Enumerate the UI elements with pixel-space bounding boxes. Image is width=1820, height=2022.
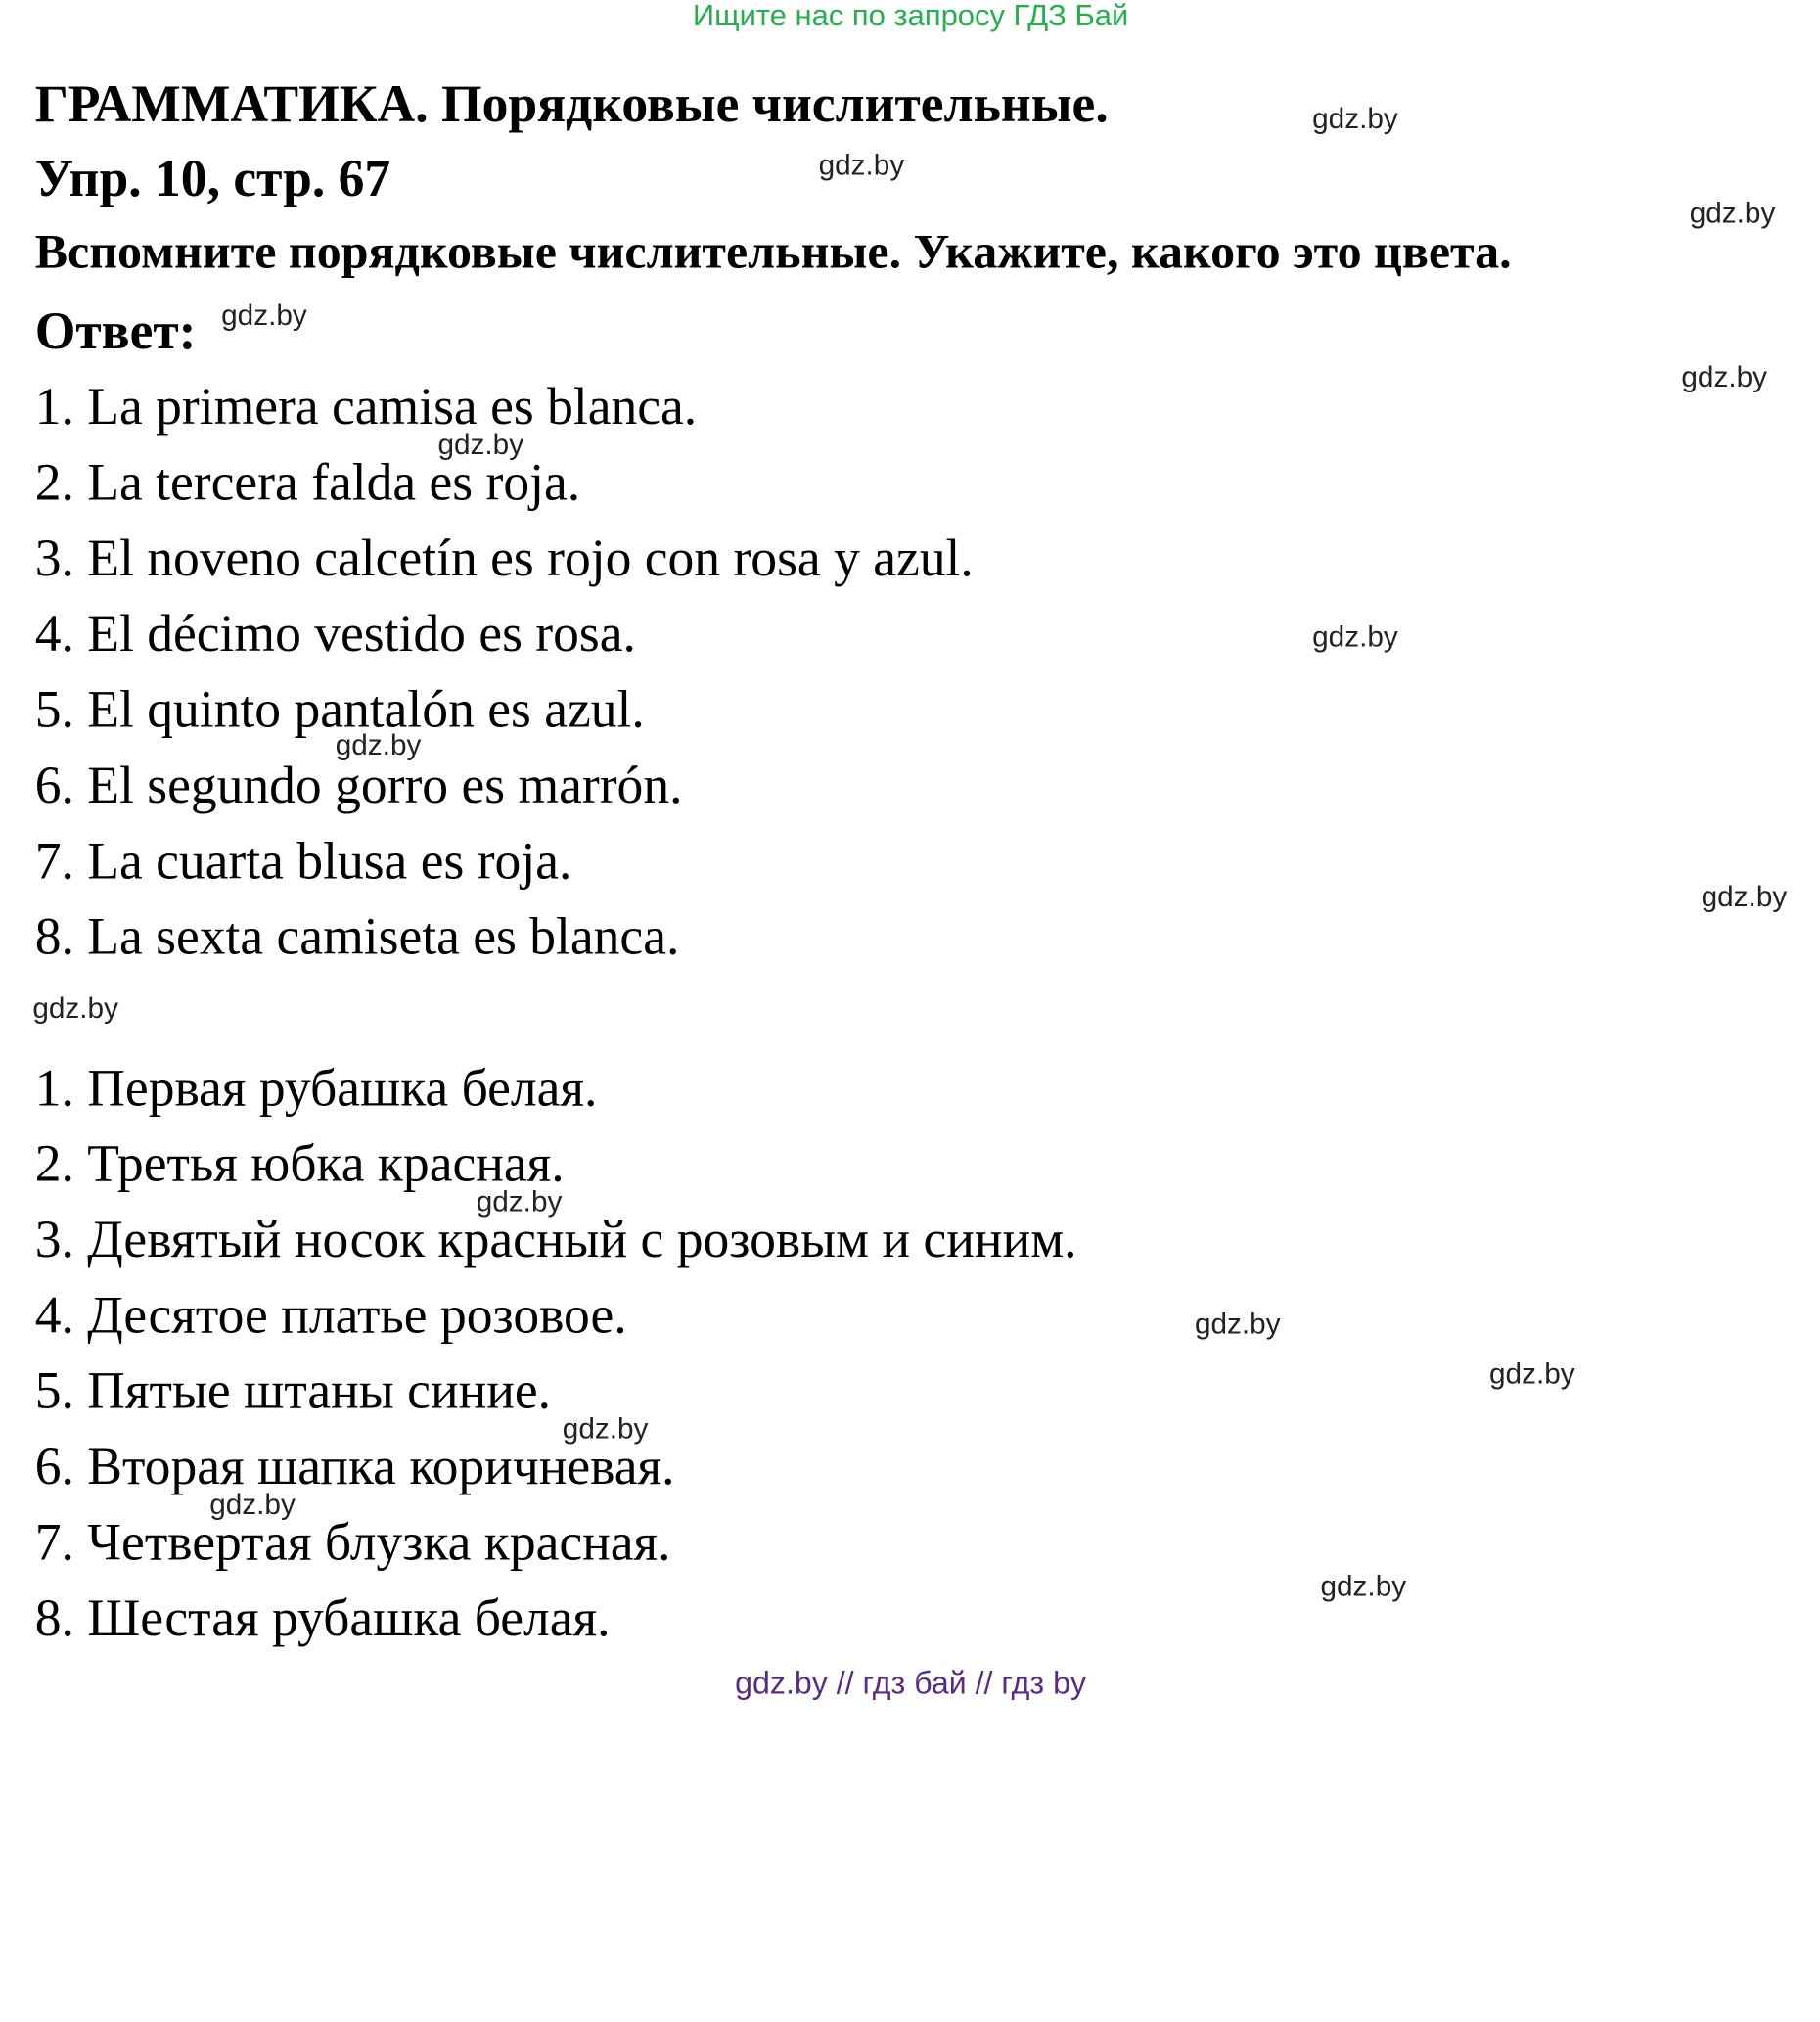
watermark: gdz.by bbox=[209, 1488, 296, 1522]
list-item: 8. La sexta camiseta es blanca. bbox=[34, 907, 680, 966]
list-item: 5. Пятые штаны синие. bbox=[34, 1361, 552, 1420]
list-item: 7. Четвертая блузка красная. bbox=[34, 1512, 671, 1572]
list-item: 6. El segundo gorro es marrón. bbox=[34, 756, 683, 814]
watermark: gdz.by bbox=[476, 1185, 563, 1218]
list-item: 1. Первая рубашка белая. bbox=[34, 1058, 598, 1118]
exercise-number: Упр. 10, стр. 67 bbox=[34, 149, 391, 207]
list-item: 8. Шестая рубашка белая. bbox=[34, 1588, 611, 1647]
list-item: 5. El quinto pantalón es azul. bbox=[34, 679, 645, 739]
watermark: gdz.by bbox=[818, 149, 905, 182]
watermark: gdz.by bbox=[1489, 1357, 1575, 1391]
footer-links[interactable]: gdz.by // гдз бай // гдз by bbox=[735, 1665, 1087, 1701]
watermark: gdz.by bbox=[335, 728, 422, 762]
watermark: gdz.by bbox=[1701, 880, 1788, 913]
watermark: gdz.by bbox=[1681, 360, 1768, 394]
watermark: gdz.by bbox=[437, 428, 524, 462]
list-item: 3. El noveno calcetín es rojo con rosa y azul. bbox=[34, 528, 974, 587]
answer-label: Ответ: bbox=[34, 301, 197, 360]
task-text: Вспомните порядковые числительные. Укажите, какого это цвета. bbox=[34, 225, 1512, 280]
section-title: ГРАММАТИКА. Порядковые числительные. bbox=[34, 74, 1109, 133]
watermark: gdz.by bbox=[562, 1412, 649, 1446]
list-item: 2. La tercera falda es roja. bbox=[34, 452, 581, 512]
watermark: gdz.by bbox=[221, 299, 307, 333]
list-item: 3. Девятый носок красный с розовым и синим. bbox=[34, 1210, 1077, 1268]
watermark: gdz.by bbox=[1320, 1570, 1407, 1603]
list-item: 7. La cuarta blusa es roja. bbox=[34, 831, 572, 891]
watermark: gdz.by bbox=[1689, 197, 1776, 230]
search-banner[interactable]: Ищите нас по запросу ГДЗ Бай bbox=[692, 0, 1129, 33]
watermark: gdz.by bbox=[1194, 1308, 1281, 1341]
list-item: 6. Вторая шапка коричневая. bbox=[34, 1437, 675, 1495]
watermark: gdz.by bbox=[32, 991, 118, 1026]
list-item: 2. Третья юбка красная. bbox=[34, 1134, 565, 1193]
watermark: gdz.by bbox=[1312, 102, 1398, 136]
list-item: 4. El décimo vestido es rosa. bbox=[34, 604, 636, 664]
watermark: gdz.by bbox=[1312, 620, 1398, 654]
list-item: 1. La primera camisa es blanca. bbox=[34, 377, 698, 437]
list-item: 4. Десятое платье розовое. bbox=[34, 1285, 627, 1345]
